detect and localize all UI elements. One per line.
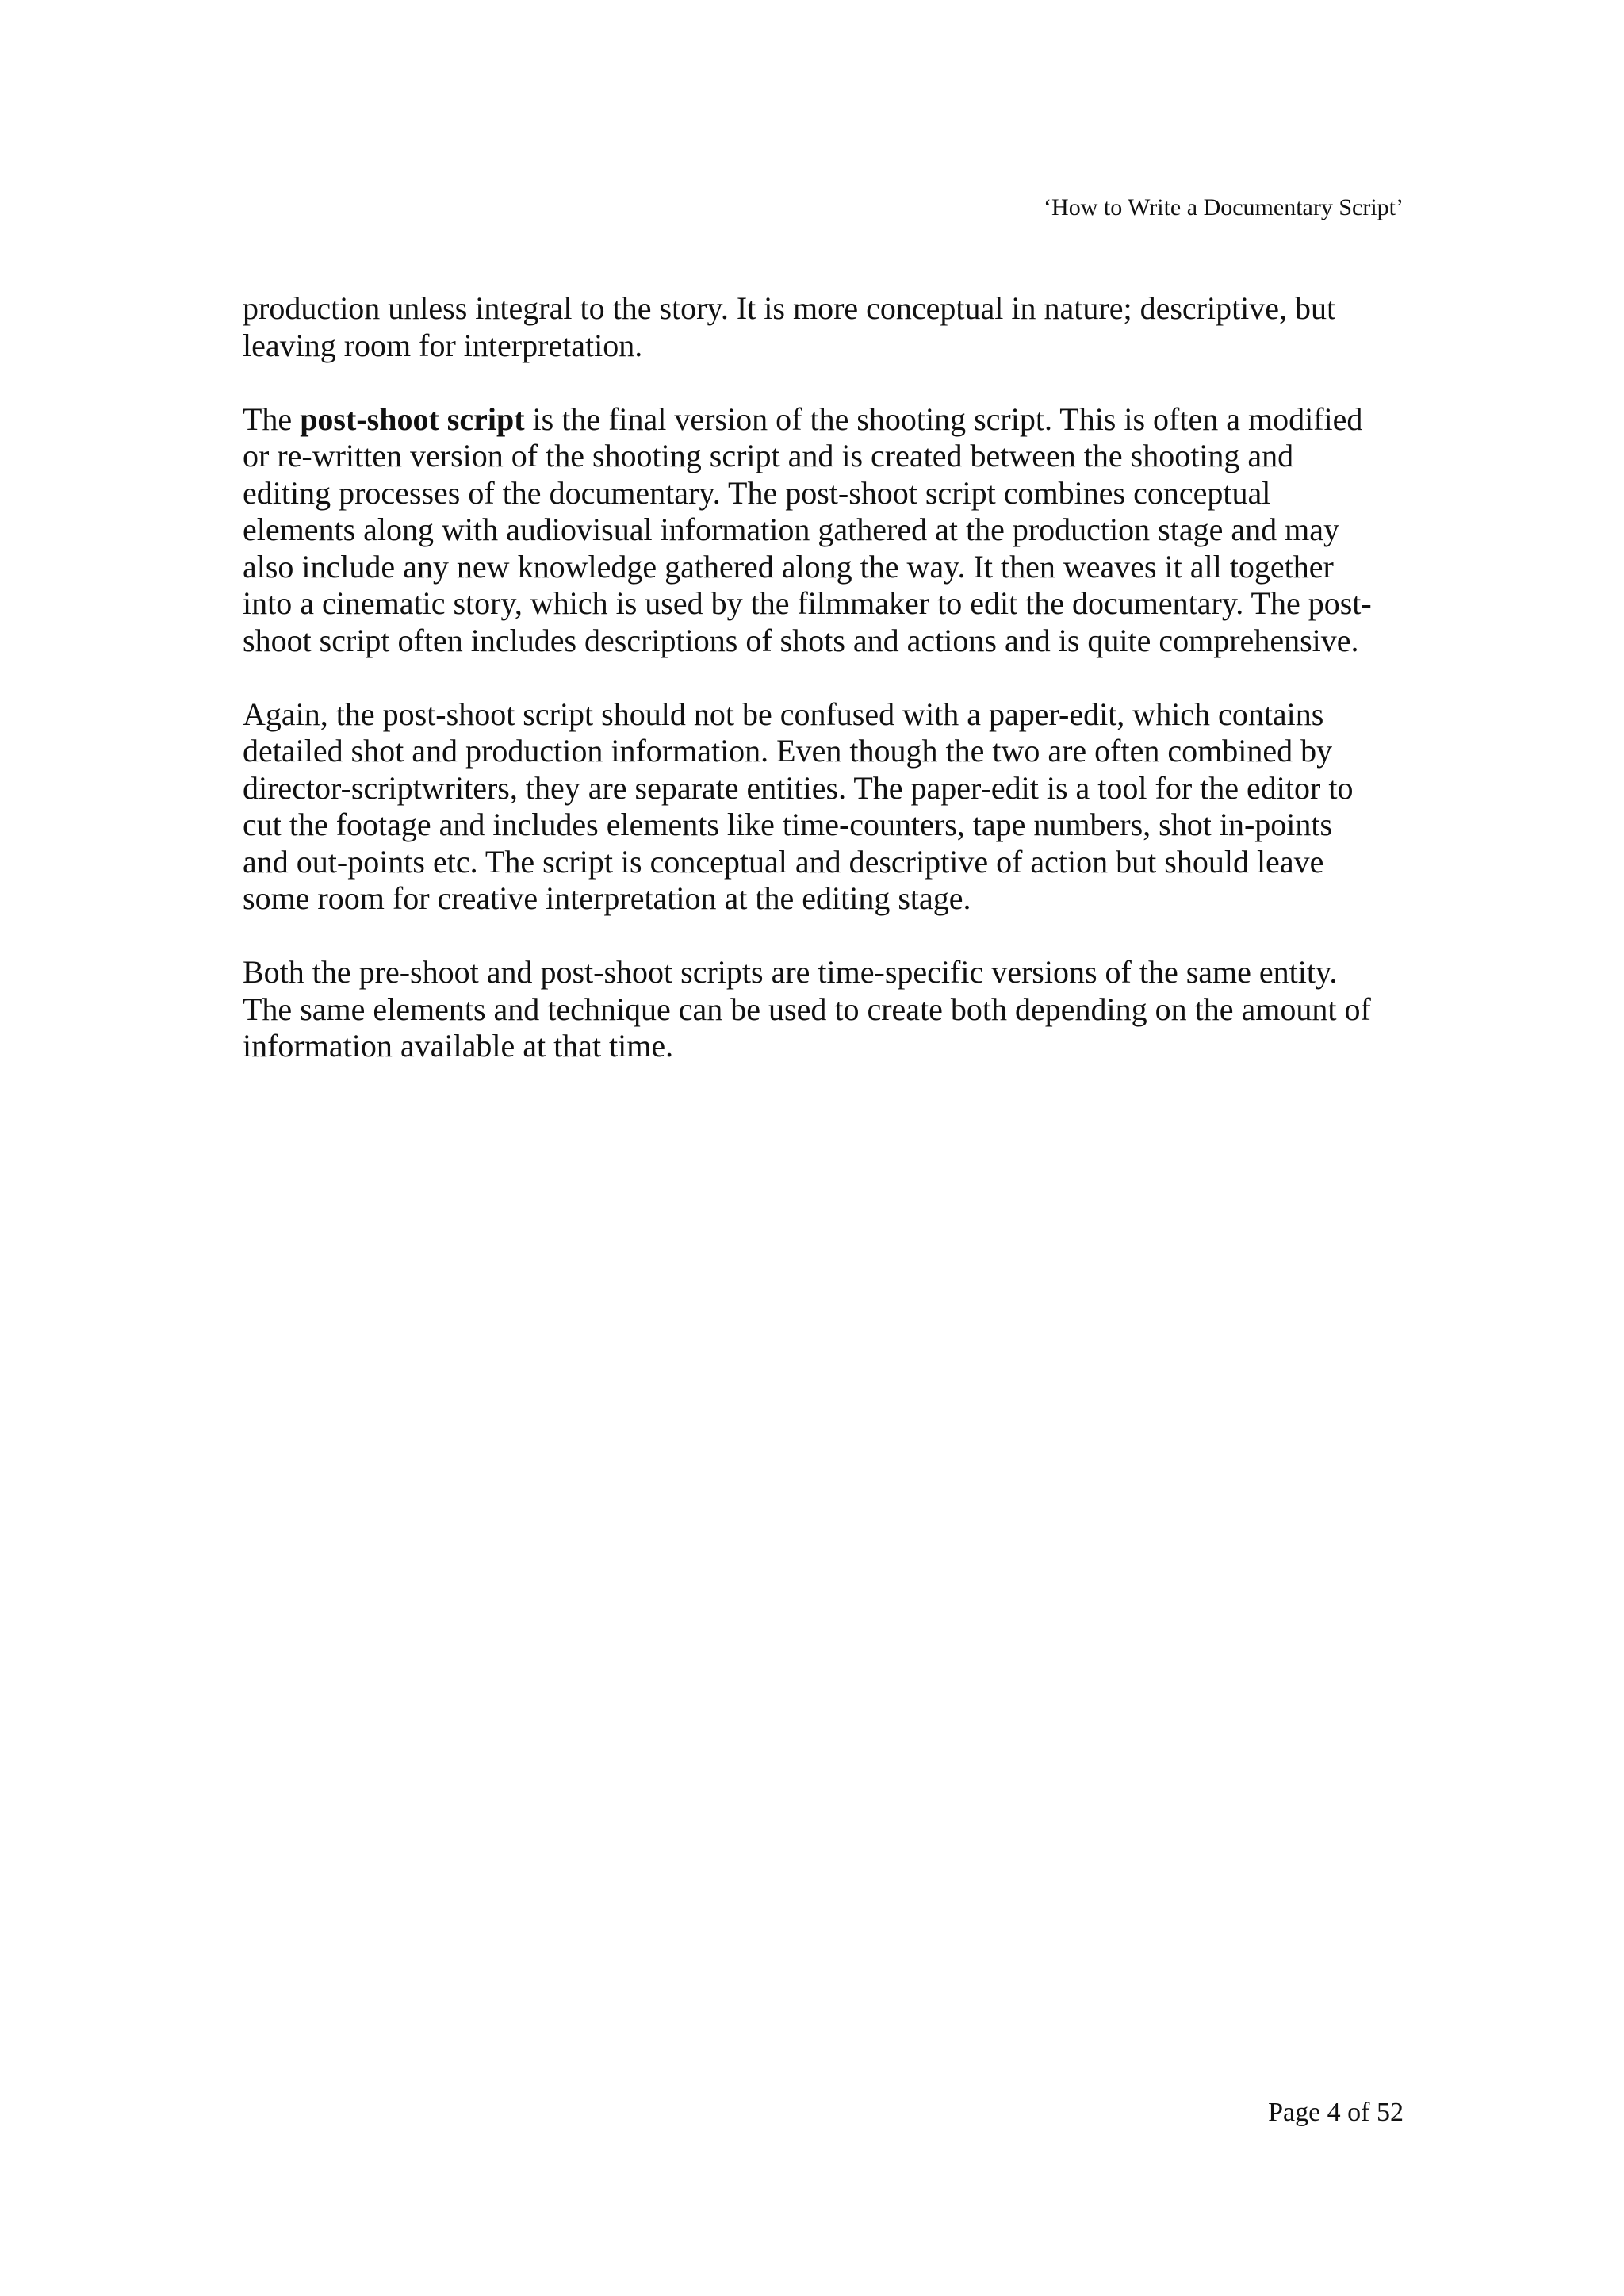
page-number: Page 4 of 52 [1268,2098,1404,2127]
text-line: also include any new knowledge gathered along the way. It then weaves it all together [243,548,1334,585]
text-line: shoot script often includes descriptions of shots and actions and is quite comprehensive. [243,622,1359,658]
text-line: or re-written version of the shooting script and is created between the shooting and [243,438,1294,473]
text-line: some room for creative interpretation at the editing stage. [243,880,971,916]
text-line: into a cinematic story, which is used by the filmmaker to edit the documentary. The post- [243,585,1372,621]
text-line: leaving room for interpretation. [243,327,643,363]
text-line: editing processes of the documentary. The post-shoot script combines conceptual [243,474,1271,511]
text-line: director-scriptwriters, they are separate entities. The paper-edit is a tool for the editor to [243,769,1354,806]
term-post-shoot-script: post-shoot script [300,401,525,437]
text-line: Both the pre-shoot and post-shoot scripts are time-specific versions of the same entity. [243,954,1338,990]
text-line: detailed shot and production information. Even though the two are often combined by [243,733,1333,769]
text-line-remainder: is the final version of the shooting script. This is often a modified [524,401,1363,437]
text-line: Again, the post-shoot script should not be confused with a paper-edit, which contains [243,696,1324,732]
text-line: cut the footage and includes elements like time-counters, tape numbers, shot in-points [243,807,1333,842]
paragraph-3 [243,696,1410,918]
paragraph-4 [243,954,1410,1065]
text-line: production unless integral to the story. It is more conceptual in nature; descriptive, but [243,290,1336,326]
paragraph-2 [243,401,1410,660]
text-line: and out-points etc. The script is conceptual and descriptive of action but should leave [243,843,1324,880]
running-header: ‘How to Write a Documentary Script’ [1044,194,1404,220]
paragraph-lead: The [243,401,301,437]
body-text [243,290,1410,1102]
text-line [243,401,1410,439]
text-line: The same elements and technique can be used to create both depending on the amount of [243,991,1371,1027]
text-line: elements along with audiovisual information gathered at the production stage and may [243,512,1339,547]
text-line: information available at that time. [243,1028,674,1064]
paragraph-1 [243,290,1410,364]
